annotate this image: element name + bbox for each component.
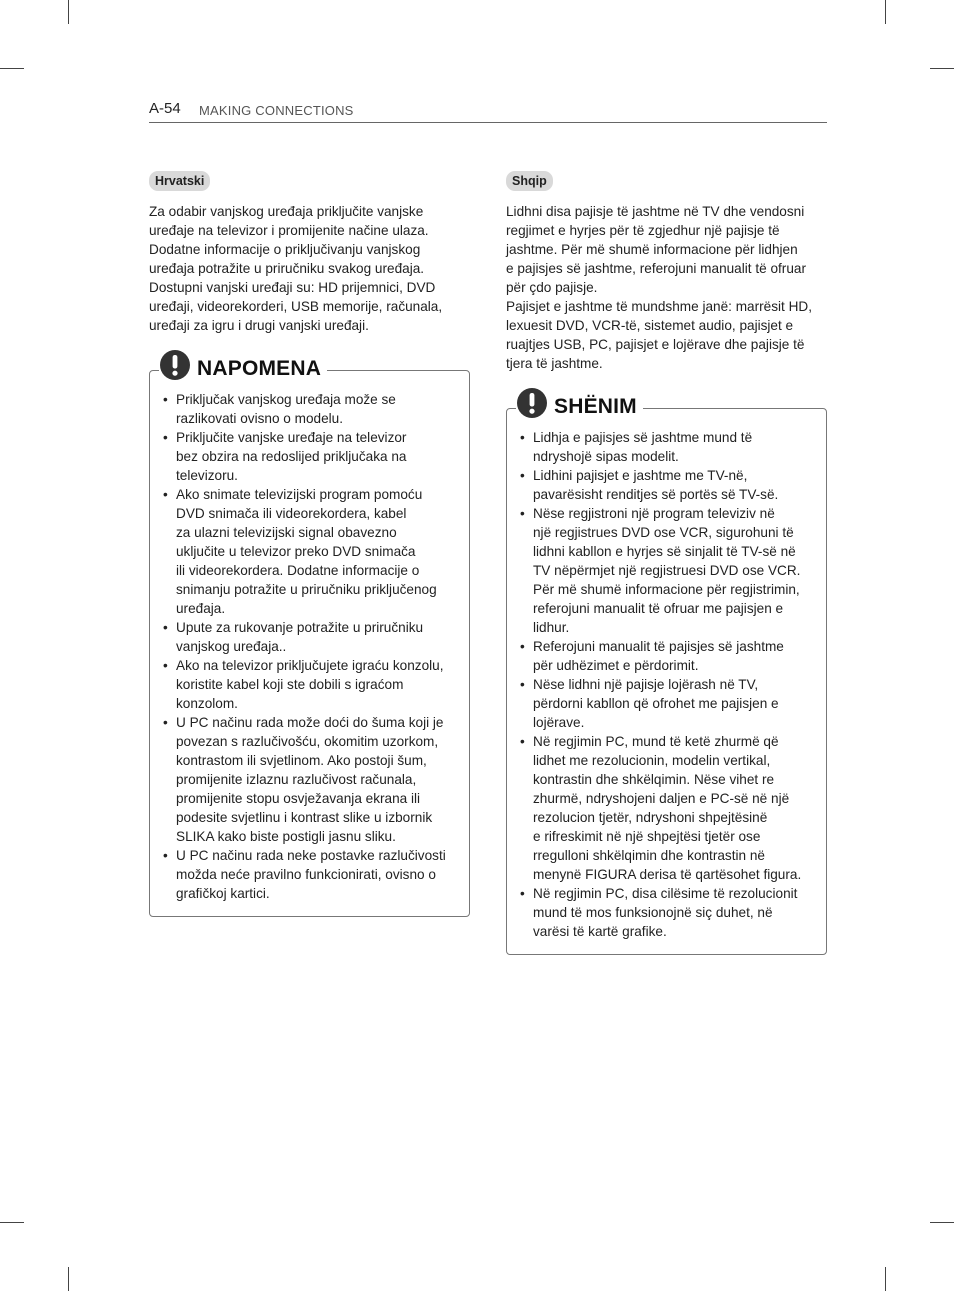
intro-line: tjera të jashtme. <box>506 356 603 371</box>
intro-text <box>149 202 470 335</box>
bullet-line: kontrastom ili svjetlinom. Ako postoji šum, <box>176 753 427 768</box>
bullet-line: • Nëse regjistroni një program televiziv në <box>533 506 775 521</box>
bullet-line: za ulazni televizijski signal obavezno <box>176 525 397 540</box>
crop-mark <box>0 68 24 69</box>
note-bullet-item <box>515 732 818 884</box>
note-box <box>506 395 827 955</box>
page-number: A-54 <box>149 100 181 117</box>
exclamation-icon <box>159 349 191 381</box>
note-title: NAPOMENA <box>197 357 322 380</box>
intro-line: uređaje na televizor i promijenite načine ulaza. <box>149 223 429 238</box>
crop-mark <box>68 1267 69 1291</box>
intro-line: Pajisjet e jashtme të mundshme janë: marrësit HD, <box>506 299 812 314</box>
bullet-line: promijenite izlaznu razlučivost računala, <box>176 772 417 787</box>
column-albanian <box>506 171 827 955</box>
note-heading <box>159 345 327 381</box>
note-bullet-item <box>158 846 461 903</box>
intro-line: Za odabir vanjskog uređaja priključite vanjske <box>149 204 424 219</box>
bullet-line: uređaja. <box>176 601 226 616</box>
note-list <box>158 390 461 903</box>
bullet-line: možda neće pravilno funkcionirati, ovisno o <box>176 867 436 882</box>
bullet-line: zhurmë, ndryshojeni daljen e PC-së në një <box>533 791 790 806</box>
bullet-line: për udhëzimet e përdorimit. <box>533 658 699 673</box>
bullet-line: povezan s razlučivošću, okomitim uzorkom, <box>176 734 439 749</box>
intro-line: ruajtjes USB, PC, pajisjet e lojërave dhe pajisje të <box>506 337 805 352</box>
bullet-line: TV nëpërmjet një regjistruesi DVD ose VCR. <box>533 563 801 578</box>
note-bullet-item <box>158 713 461 846</box>
bullet-line: përdorni kabllon që ofrohet me pajisjen e <box>533 696 779 711</box>
crop-mark <box>0 1222 24 1223</box>
intro-text <box>506 202 827 373</box>
bullet-line: SLIKA kako biste postigli jasnu sliku. <box>176 829 396 844</box>
bullet-line: varësi të kartë grafike. <box>533 924 667 939</box>
bullet-line: pavarësisht renditjes së portës së TV-së. <box>533 487 779 502</box>
intro-line: Dostupni vanjski uređaji su: HD prijemnici, DVD <box>149 280 436 295</box>
bullet-line: • Ako na televizor priključujete igraću konzolu, <box>176 658 444 673</box>
note-bullet-item <box>515 466 818 504</box>
bullet-line: • U PC načinu rada može doći do šuma koji je <box>176 715 444 730</box>
exclamation-icon <box>516 387 548 419</box>
bullet-line: DVD snimača ili videorekordera, kabel <box>176 506 407 521</box>
bullet-line: rregulloni shkëlqimin dhe kontrastin në <box>533 848 765 863</box>
note-bullet-item <box>515 884 818 941</box>
note-bullet-item <box>515 675 818 732</box>
bullet-line: bez obzira na redoslijed priključaka na <box>176 449 407 464</box>
section-title: MAKING CONNECTIONS <box>199 103 354 118</box>
intro-line: Lidhni disa pajisje të jashtme në TV dhe vendosni <box>506 204 805 219</box>
language-badge: Shqip <box>506 171 553 191</box>
bullet-line: • Referojuni manualit të pajisjes së jashtme <box>533 639 784 654</box>
bullet-line: kontrastin dhe shkëlqimin. Nëse vihet re <box>533 772 775 787</box>
bullet-line: lidhni kabllon e hyrjes së sinjalit të TV-së në <box>533 544 796 559</box>
bullet-line: ili videorekordera. Dodatne informacije o <box>176 563 420 578</box>
note-bullet-item <box>158 428 461 485</box>
crop-mark <box>68 0 69 24</box>
bullet-line: konzolom. <box>176 696 238 711</box>
bullet-line: një regjistrues DVD ose VCR, sigurohuni të <box>533 525 794 540</box>
page-header <box>149 100 827 123</box>
bullet-line: • Ako snimate televizijski program pomoću <box>176 487 423 502</box>
bullet-line: menynë FIGURA derisa të qartësohet figura. <box>533 867 802 882</box>
note-box <box>149 357 470 917</box>
bullet-line: mund të mos funksionojnë siç duhet, në <box>533 905 773 920</box>
note-bullet-item <box>158 656 461 713</box>
crop-mark <box>885 1267 886 1291</box>
crop-mark <box>930 1222 954 1223</box>
crop-mark <box>930 68 954 69</box>
bullet-line: • U PC načinu rada neke postavke razlučivosti <box>176 848 446 863</box>
bullet-line: lidhet me rezolucionin, modelin vertikal, <box>533 753 771 768</box>
intro-line: jashtme. Për më shumë informacione për lidhjen <box>506 242 798 257</box>
bullet-line: koristite kabel koji ste dobili s igraćom <box>176 677 404 692</box>
bullet-line: • Priključak vanjskog uređaja može se <box>176 392 396 407</box>
bullet-line: • Priključite vanjske uređaje na televizor <box>176 430 407 445</box>
note-bullet-item <box>515 504 818 637</box>
bullet-line: podesite svjetlinu i kontrast slike u izbornik <box>176 810 433 825</box>
intro-line: uređaji, videorekorderi, USB memorije, računala, <box>149 299 443 314</box>
note-list <box>515 428 818 941</box>
note-content <box>506 408 827 955</box>
bullet-line: vanjskog uređaja.. <box>176 639 287 654</box>
bullet-line: • Lidhini pajisjet e jashtme me TV-në, <box>533 468 748 483</box>
column-croatian <box>149 171 470 917</box>
note-content <box>149 370 470 917</box>
bullet-line: Për më shumë informacione për regjistrimin, <box>533 582 800 597</box>
bullet-line: uključite u televizor preko DVD snimača <box>176 544 416 559</box>
note-bullet-item <box>158 390 461 428</box>
bullet-line: ndryshojë sipas modelit. <box>533 449 679 464</box>
bullet-line: e rifreskimit në një shpejtësi tjetër ose <box>533 829 761 844</box>
bullet-line: • Në regjimin PC, disa cilësime të rezolucionit <box>533 886 798 901</box>
intro-line: lexuesit DVD, VCR-të, sistemet audio, pajisjet e <box>506 318 794 333</box>
bullet-line: promijenite stopu osvježavanja ekrana ili <box>176 791 421 806</box>
bullet-line: snimanju potražite u priručniku priključenog <box>176 582 437 597</box>
note-bullet-item <box>158 485 461 618</box>
note-title: SHËNIM <box>554 395 637 418</box>
language-badge: Hrvatski <box>149 171 210 191</box>
intro-line: regjimet e hyrjes për të zgjedhur një pajisje të <box>506 223 780 238</box>
note-bullet-item <box>515 637 818 675</box>
bullet-line: referojuni manualit të ofruar me pajisjen e <box>533 601 784 616</box>
bullet-line: rezolucion tjetër, ndryshoni shpejtësinë <box>533 810 768 825</box>
bullet-line: • Lidhja e pajisjes së jashtme mund të <box>533 430 753 445</box>
note-bullet-item <box>158 618 461 656</box>
bullet-line: • Nëse lidhni një pajisje lojërash në TV, <box>533 677 759 692</box>
note-heading <box>516 383 643 419</box>
bullet-line: • Upute za rukovanje potražite u priručniku <box>176 620 424 635</box>
intro-line: e pajisjes së jashtme, referojuni manualit të ofruar <box>506 261 806 276</box>
bullet-line: lojërave. <box>533 715 585 730</box>
intro-line: për çdo pajisje. <box>506 280 598 295</box>
note-bullet-item <box>515 428 818 466</box>
intro-line: Dodatne informacije o priključivanju vanjskog <box>149 242 421 257</box>
crop-mark <box>885 0 886 24</box>
intro-line: uređaji za igru i drugi vanjski uređaji. <box>149 318 369 333</box>
bullet-line: razlikovati ovisno o modelu. <box>176 411 343 426</box>
bullet-line: televizoru. <box>176 468 238 483</box>
bullet-line: • Në regjimin PC, mund të ketë zhurmë që <box>533 734 779 749</box>
intro-line: uređaja potražite u priručniku svakog uređaja. <box>149 261 425 276</box>
bullet-line: grafičkoj kartici. <box>176 886 270 901</box>
bullet-line: lidhur. <box>533 620 570 635</box>
